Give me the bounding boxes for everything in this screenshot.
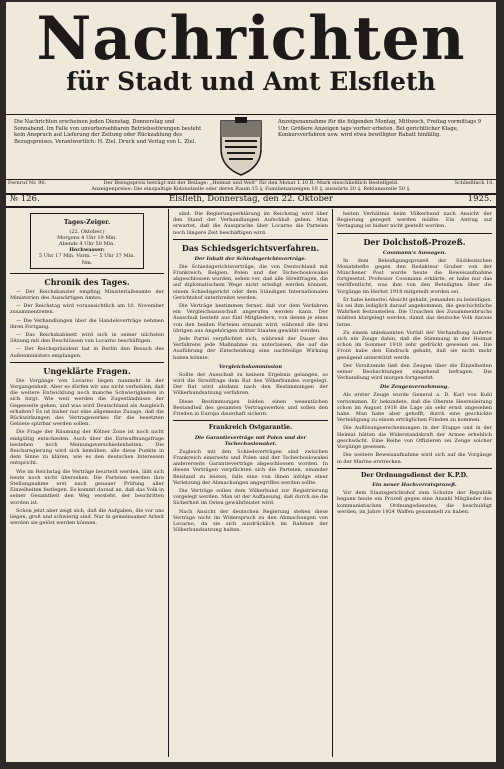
issue-year: 1925. [467, 194, 492, 204]
tages-zeiger-line: 5 Uhr 17 Min. Vorm. — 5 Uhr 37 Min. Nm. [39, 253, 135, 266]
dateline [6, 193, 496, 205]
article-paragraph: Er habe keinerlei Absicht gehabt, jemanden zu beleidigen. Es sei ihm lediglich darauf angekommen, die geschichtliche Wahrheit festzustellen. Die Ursachen des Zusammenbruchs müßten klargelegt werden, damit das deutsche Volk daraus lerne. [337, 296, 492, 328]
ordnungsdienst-subheading: Ein neuer Hochverratsprozeß. [372, 482, 457, 489]
advert-info: Anzeigenannahme für die folgenden Montag, Mittwoch, Freitag vormittags 9 Uhr. Größere Anzeigen tags vorher erbeten. Bei gerichtlicher Klage, Konkursverfahren usw. wird etwa bewilligter Rabatt hinfällig. [278, 119, 482, 139]
masthead-subtitle: für Stadt und Amt Elsfleth [66, 67, 436, 96]
schiedsgericht-heading: Das Schiedsgerichtsverfahren. [181, 242, 320, 253]
article-paragraph: Nach Ansicht der deutschen Regierung stehen diese Verträge nicht im Widerspruch zu den Abmachungen von Locarno, da sie sich ausdrücklich im Rahmen der Völkerbundsatzung halten. [173, 508, 328, 534]
column-divider [168, 209, 169, 757]
article-paragraph: sind. Die Regierungserklärung im Reichstag wird über den Stand der Verhandlungen Aufschluß geben. Man erwartet, daß die Aussprache über Locarno die Parteien noch längere Zeit beschäftigen wird. [173, 211, 328, 236]
dolchstoss-heading: Der Dolchstoß-Prozeß. [363, 236, 466, 247]
section-rule [337, 233, 492, 234]
article-paragraph: Zu einem unbekannten Vorfall der Verhandlung äußerte sich ein Zeuge dahin, daß die Stimmung in der Heimat schon im Sommer 1918 sehr gedrückt gewesen sei. Die Front habe den Eindruck gehabt, daß sie nicht mehr genügend unterstützt werde. [337, 329, 492, 361]
article-paragraph: Zugleich mit den Schiedsverträgen sind zwischen Frankreich einerseits und Polen und der Tschechoslowakei andererseits Garantieverträge abgeschlossen worden. In diesen Verträgen verpflichten sich die Parteien, einander Beistand zu leisten, falls eine von ihnen infolge einer Verletzung der Abmachungen angegriffen werden sollte. [173, 448, 328, 486]
chronik-item: — Der Reichskanzler empfing Ministerialbeamte der Ministerien des Auswärtigen Amtes. [10, 288, 164, 301]
chronik-item: — Das Reichskabinett wird sich in seiner nächsten Sitzung mit den Beschlüssen von Locarno beschäftigen. [10, 331, 164, 345]
article-paragraph: Diese Bestimmungen bilden einen wesentlichen Bestandteil des gesamten Vertragswerkes und sollen den Frieden in Europa dauerhaft sichern. [173, 398, 328, 418]
column-3 [337, 211, 492, 759]
po-box: Schließfach 10. [454, 180, 494, 186]
article-paragraph: Schon jetzt aber zeigt sich, daß die Aufgaben, die vor uns liegen, groß und schwierig sind. Nur in gemeinsamer Arbeit werden sie gelöst werden können. [10, 507, 164, 527]
section-rule [10, 362, 164, 363]
article-paragraph: Die Frage der Räumung der Kölner Zone ist noch nicht endgültig entschieden. Auch über die Entwaffnungsfrage bestehen noch Meinungsverschiedenheiten. Die Reichsregierung wird sich bemühen, alle diese Punkte in dem Sinne zu klären, wie es den deutschen Interessen entspricht. [10, 429, 164, 467]
chronik-item: — Der Reichstag wird voraussichtlich am 10. November zusammentreten. [10, 303, 164, 316]
article-paragraph: Vor dem Staatsgerichtshof zum Schutze der Republik begann heute ein Prozeß gegen eine Anzahl Mitglieder des kommunistischen Ordnungsdienstes, die beschuldigt werden, im Jahre 1924 Waffen gesammelt zu haben. [337, 490, 492, 515]
article-paragraph: Jede Partei verpflichtet sich, während der Dauer des Verfahrens jede Maßnahme zu unterlassen, die auf die Ausführung der Entscheidung eine nachteilige Wirkung haben könnte. [173, 336, 328, 361]
section-rule [337, 468, 492, 469]
column-divider [332, 209, 333, 757]
article-paragraph: Die weitere Beweisaufnahme wird sich auf die Vorgänge in der Marine erstrecken. [337, 452, 492, 465]
chronik-item: — Der Reichspräsident hat in Berlin den Besuch des Außenministers empfangen. [10, 346, 164, 359]
schiedsgericht-subheading: Der Inhalt der Schiedsgerichtsverträge. [194, 255, 307, 262]
ostgarantie-subheading: Die Garantieverträge mit Polen und der Tschechoslowakei. [194, 434, 307, 447]
article-paragraph: Die Verträge bestimmen ferner, daß vor dem Verfahren ein Vergleichsausschuß angerufen werden kann. Der Ausschuß besteht aus fünf Mitgliedern, von denen je eines von den beiden Parteien ernannt wird, während die drei übrigen aus Angehörigen dritter Staaten gewählt werden. [173, 303, 328, 334]
dolchstoss-subheading: Cossmann's Aussagen. [382, 249, 447, 256]
article-paragraph: Die Vorgänge von Locarno liegen nunmehr in der Vergangenheit. Aber es dürfen wir uns nicht verhehlen, daß die weitere Entwicklung noch manche Schwierigkeiten in sich birgt. Wie weit werden die Zugeständnisse der Gegenseite gehen, und was wird Deutschland als Ausgleich erhalten? Es ist bisher nur eine allgemeine Zusage, daß die Rückwirkungen des Vertragswerkes für die besetzten Gebiete spürbar werden sollen. [10, 377, 164, 428]
coat-of-arms-icon [213, 115, 269, 177]
ungeklaerte-heading: Ungeklärte Fragen. [43, 365, 131, 376]
masthead-title: Nachrichten [36, 4, 466, 74]
advert-prices: Anzeigenpreise: Die einspaltige Kolonelzeile oder deren Raum 15 ₰, Familienanzeigen 10 ₰, auswärts 20 ₰, Reklamezeile 50 ₰. [91, 186, 411, 192]
article-paragraph: Die Auflösungserscheinungen in der Etappe und in der Heimat hätten die Widerstandskraft der Armee erheblich geschwächt. Eine Reihe von Offizieren sei Zeuge solcher Vorgänge gewesen. [337, 425, 492, 451]
article-paragraph: heiten Verhältnis beim Völkerbund nach Ansicht der Regierung geregelt werden müßte. Ein Antrag auf Vertagung ist bisher nicht gestellt worden. [337, 211, 492, 230]
rule [6, 206, 496, 208]
article-paragraph: Der Vorsitzende ließ den Zeugen über die Einzelheiten seiner Beobachtungen eingehend befragen. Die Verhandlung wird morgen fortgesetzt. [337, 362, 492, 382]
section-rule [173, 239, 328, 240]
article-paragraph: Sollte der Ausschuß zu keinem Ergebnis gelangen, so wird die Streitfrage dem Rat des Völkerbundes vorgelegt. Der Rat wird alsdann nach den Bestimmungen der Völkerbundsatzung verfahren. [173, 371, 328, 397]
tages-zeiger-line: Abends 4 Uhr 50 Min. [58, 240, 115, 247]
tages-zeiger-line: Hochwasser: [69, 247, 105, 254]
article-paragraph: Die Schiedsgerichtsverträge, die von Deutschland mit Frankreich, Belgien, Polen und der Tschechoslowakei abgeschlossen wurden, sehen vor, daß alle Streitfragen, die auf diplomatischem Wege nicht erledigt werden können, einem Schiedsgericht oder dem Ständigen Internationalen Gerichtshof unterbreitet werden. [173, 263, 328, 301]
vergleich-subheading: Vergleichskommission [219, 363, 282, 370]
issue-number: № 126. [10, 194, 40, 204]
phone-number: Fernruf Nr. 90. [8, 180, 47, 186]
publisher-info: Die Nachrichten erscheinen jeden Dienstag, Donnerstag und Sonnabend. Im Falle von unvorhersehbaren Betriebsstörungen besteht kein Anspruch auf Lieferung der Zeitung oder Rückzahlung des Bezugspreises. Verantwortlich: H. Ziel. Druck und Verlag von L. Ziel. [14, 119, 202, 145]
article-paragraph: In dem Beleidigungsprozeß der Süddeutschen Monatshefte gegen den Redakteur Gruber von der Münchener Post wurde heute die Beweisaufnahme fortgesetzt. Professor Cossmann erklärte, er habe nur das veröffentlicht, was ihm von den Beteiligten über die Vorgänge im Herbst 1918 mitgeteilt worden sei. [337, 257, 492, 295]
article-paragraph: Die Verträge sollen dem Völkerbund zur Registrierung vorgelegt werden. Man ist der Auffassung, daß durch sie die Sicherheit im Osten gewährleistet wird. [173, 488, 328, 507]
section-rule [10, 273, 164, 274]
article-paragraph: Wie im Reichstag die Verträge beurteilt werden, läßt sich heute noch nicht übersehen. Die Parteien werden ihre Stellungnahme erst nach genauer Prüfung aller Einzelheiten festlegen. Es kommt darauf an, daß das Volk in seiner Gesamtheit den Weg versteht, der beschritten worden ist. [10, 468, 164, 506]
chronik-item: — Die Verhandlungen über die Handelsverträge nehmen ihren Fortgang. [10, 317, 164, 330]
tages-zeiger-date: (22. Oktober.) [69, 228, 105, 235]
subscription-price: Der Bezugspreis beträgt mit der Beilage: „Heimat und Welt“ für den Monat 1.10 R.-Mark einschließlich Bestellgeld. [103, 180, 399, 186]
article-paragraph: Als erster Zeuge wurde General a. D. Karl von Kuhl vernommen. Er bekundete, daß die Oberste Heeresleitung schon im August 1918 die Lage als sehr ernst angesehen habe. Man habe aber gehofft, durch eine geschickte Verteidigung zu einem erträglichen Frieden zu kommen. [337, 392, 492, 424]
tages-zeiger-box [30, 213, 144, 269]
issue-date: Elsfleth, Donnerstag, den 22. Oktober [169, 194, 333, 204]
tages-zeiger-title: Tages-Zeiger. [63, 219, 111, 226]
newspaper-page [6, 2, 496, 762]
ordnungsdienst-heading: Der Ordnungsdienst der K.P.D. [361, 471, 468, 479]
masthead [6, 4, 496, 96]
zeugen-subheading: Die Zeugenvernehmung. [380, 384, 449, 391]
ostgarantie-heading: Frankreich Ostgarantie. [208, 424, 293, 432]
column-2 [173, 211, 328, 759]
section-rule [173, 420, 328, 421]
tages-zeiger-line: Morgens 4 Uhr 19 Min. [57, 234, 117, 241]
chronik-heading: Chronik des Tages. [44, 276, 130, 287]
column-1 [10, 211, 164, 759]
